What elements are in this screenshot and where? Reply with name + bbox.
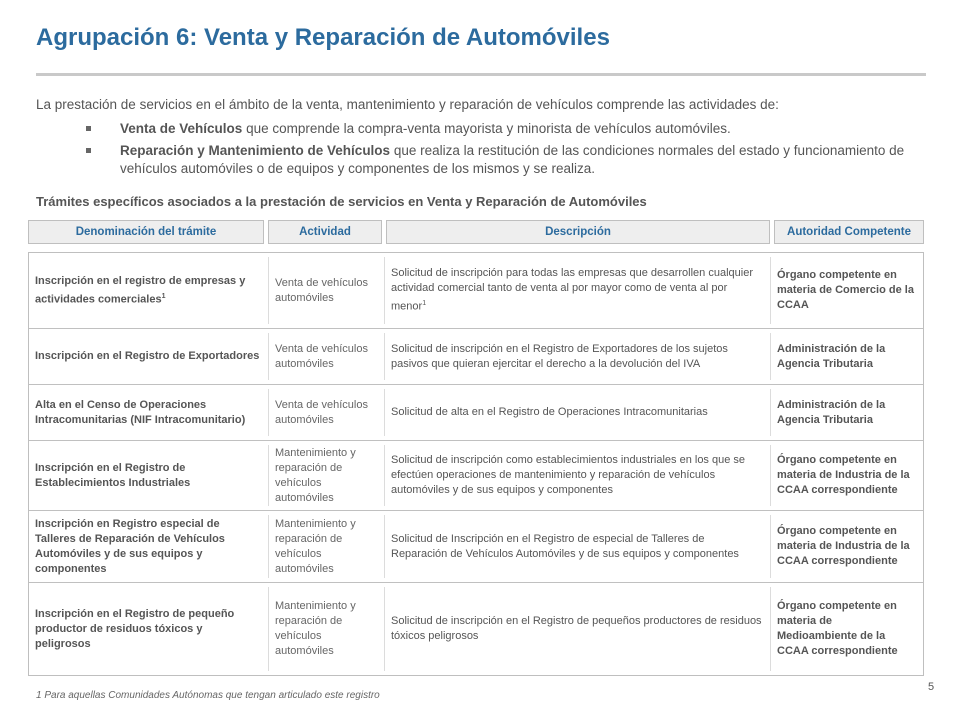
activity-bullet-list <box>86 120 926 182</box>
cell-tramite: Inscripción en el Registro de Establecimientos Industriales <box>35 461 191 489</box>
header-actividad: Actividad <box>268 220 382 244</box>
square-bullet-icon <box>86 126 91 131</box>
bullet-bold: Venta de Vehículos <box>120 121 243 136</box>
bullet-bold: Reparación y Mantenimiento de Vehículos <box>120 143 391 158</box>
cell-descripcion: Solicitud de inscripción como establecimientos industriales en los que se efectúen operaciones de mantenimiento y reparación de vehículos automóviles y de sus equipos y componentes <box>391 454 746 496</box>
header-denominacion: Denominación del trámite <box>28 220 264 244</box>
cell-actividad: Mantenimiento y reparación de vehículos automóviles <box>275 446 356 504</box>
cell-autoridad: Órgano competente en materia de Medioambiente de la CCAA correspondiente <box>777 600 898 657</box>
table-row <box>29 441 923 511</box>
square-bullet-icon <box>86 148 91 153</box>
cell-autoridad: Administración de la Agencia Tributaria <box>777 342 886 370</box>
cell-actividad: Venta de vehículos automóviles <box>275 276 368 304</box>
header-descripcion: Descripción <box>386 220 770 244</box>
cell-tramite: Inscripción en Registro especial de Talleres de Reparación de Vehículos Automóviles y de sus equipos y componentes <box>35 517 225 575</box>
cell-tramite: Inscripción en el registro de empresas y actividades comerciales$^1$ <box>35 274 246 306</box>
cell-autoridad: Administración de la Agencia Tributaria <box>777 398 886 426</box>
cell-autoridad: Órgano competente en materia de Industria de la CCAA correspondiente <box>777 454 910 496</box>
cell-descripcion: Solicitud de inscripción en el Registro de pequeños productores de residuos tóxicos peligrosos <box>391 615 762 642</box>
page-title: Agrupación 6: Venta y Reparación de Automóviles <box>36 24 610 51</box>
header-autoridad: Autoridad Competente <box>774 220 924 244</box>
cell-descripcion: Solicitud de inscripción en el Registro de Exportadores de los sujetos pasivos que quieran ejercitar el derecho a la devolución del IVA <box>391 342 728 370</box>
cell-actividad: Mantenimiento y reparación de vehículos automóviles <box>275 600 356 657</box>
table-row <box>29 329 923 385</box>
table-row <box>29 583 923 675</box>
cell-descripcion: Solicitud de alta en el Registro de Operaciones Intracomunitarias <box>391 406 708 418</box>
cell-autoridad: Órgano competente en materia de Comercio de la CCAA <box>777 269 914 311</box>
title-divider <box>36 73 926 76</box>
table-row <box>29 253 923 329</box>
bullet-venta <box>86 120 926 138</box>
cell-descripcion: Solicitud de Inscripción en el Registro de especial de Talleres de Reparación de Vehículos Automóviles y de sus equipos y componentes <box>391 532 739 560</box>
footnote: 1 Para aquellas Comunidades Autónomas que tengan articulado este registro <box>36 690 380 701</box>
cell-actividad: Mantenimiento y reparación de vehículos automóviles <box>275 517 356 575</box>
cell-actividad: Venta de vehículos automóviles <box>275 342 368 370</box>
cell-autoridad: Órgano competente en materia de Industria de la CCAA correspondiente <box>777 525 910 567</box>
cell-tramite: Alta en el Censo de Operaciones Intracomunitarias (NIF Intracomunitario) <box>35 398 246 426</box>
cell-actividad: Venta de vehículos automóviles <box>275 398 368 426</box>
table-row <box>29 511 923 583</box>
intro-paragraph: La prestación de servicios en el ámbito de la venta, mantenimiento y reparación de vehículos comprende las actividades de: <box>36 97 779 112</box>
tramites-table <box>28 252 924 676</box>
cell-tramite: Inscripción en el Registro de Exportadores <box>35 350 260 362</box>
table-subheading: Trámites específicos asociados a la prestación de servicios en Venta y Reparación de Automóviles <box>36 194 647 209</box>
cell-descripcion: Solicitud de inscripción para todas las empresas que desarrollen cualquier actividad comercial tanto de venta al por mayor como de venta al por menor$^1$ <box>391 267 753 313</box>
bullet-reparacion <box>86 142 926 178</box>
bullet-text: que realiza la restitución de las condiciones normales del estado y funcionamiento de vehículos automóviles o de equipos y componentes de los mismos y se realiza. <box>120 143 905 176</box>
cell-tramite: Inscripción en el Registro de pequeño productor de residuos tóxicos y peligrosos <box>35 607 235 650</box>
bullet-text: que comprende la compra-venta mayorista y minorista de vehículos automóviles. <box>242 121 731 136</box>
table-row <box>29 385 923 441</box>
page-number: 5 <box>928 681 935 693</box>
